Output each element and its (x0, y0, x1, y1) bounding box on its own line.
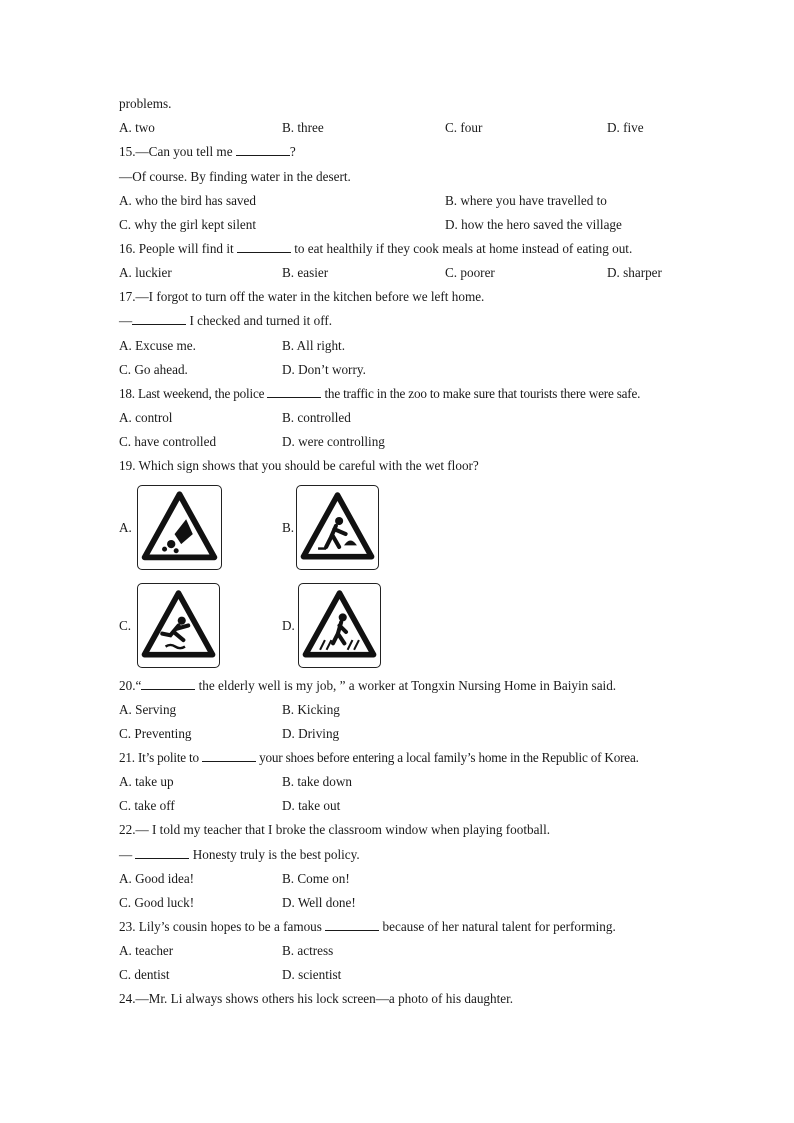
q17-reply (119, 312, 332, 330)
q24-stem: 24.—Mr. Li always shows others his lock screen—a photo of his daughter. (119, 991, 514, 1006)
q20-stem-post: the elderly well is my job, ” a worker at Tongxin Nursing Home in Baiyin said. (195, 678, 617, 693)
q16-option-c[interactable]: C. poorer (445, 265, 495, 280)
q17-reply-pre: — (119, 313, 133, 328)
q14-option-a[interactable]: A. two (119, 120, 155, 135)
q18-stem (119, 385, 640, 403)
q22-blank (135, 846, 189, 859)
q21-option-d[interactable]: D. take out (282, 798, 341, 813)
slippery-floor-sign-icon[interactable] (137, 583, 220, 668)
q21-option-a[interactable]: A. take up (119, 774, 174, 789)
q19-stem: 19. Which sign shows that you should be careful with the wet floor? (119, 458, 479, 473)
q21-blank (202, 749, 256, 762)
q14-option-b[interactable]: B. three (282, 120, 324, 135)
q20-option-a[interactable]: A. Serving (119, 702, 177, 717)
q16-stem (119, 240, 632, 258)
q18-stem-post: the traffic in the zoo to make sure that tourists there were safe. (321, 386, 641, 401)
q22-reply-pre: — (119, 847, 136, 862)
q20-stem-pre: 20.“ (119, 678, 142, 693)
q19-option-c[interactable]: C. (119, 618, 132, 633)
q17-option-c[interactable]: C. Go ahead. (119, 362, 188, 377)
q21-stem (119, 749, 639, 767)
q23-option-b[interactable]: B. actress (282, 943, 334, 958)
q15-stem-pre: 15.—Can you tell me (119, 144, 236, 159)
q20-option-d[interactable]: D. Driving (282, 726, 340, 741)
q15-option-a[interactable]: A. who the bird has saved (119, 193, 256, 208)
q14-option-c[interactable]: C. four (445, 120, 483, 135)
q16-option-b[interactable]: B. easier (282, 265, 329, 280)
q15-stem (119, 143, 296, 161)
q23-option-d[interactable]: D. scientist (282, 967, 342, 982)
q15-option-b[interactable]: B. where you have travelled to (445, 193, 607, 208)
q18-stem-pre: 18. Last weekend, the police (119, 386, 268, 401)
q23-option-c[interactable]: C. dentist (119, 967, 170, 982)
q22-option-a[interactable]: A. Good idea! (119, 871, 195, 886)
pedestrian-crossing-sign-icon[interactable] (298, 583, 381, 668)
q21-stem-post: your shoes before entering a local family’s home in the Republic of Korea. (256, 750, 639, 765)
continued-text: problems. (119, 96, 172, 111)
q17-stem: 17.—I forgot to turn off the water in the kitchen before we left home. (119, 289, 485, 304)
q21-option-c[interactable]: C. take off (119, 798, 175, 813)
q18-blank (267, 385, 321, 398)
q20-option-c[interactable]: C. Preventing (119, 726, 192, 741)
q23-stem-post: because of her natural talent for performing. (379, 919, 616, 934)
q20-blank (141, 677, 195, 690)
q22-reply-post: Honesty truly is the best policy. (189, 847, 360, 862)
falling-rocks-sign-icon[interactable] (137, 485, 222, 570)
q21-option-b[interactable]: B. take down (282, 774, 352, 789)
q16-option-a[interactable]: A. luckier (119, 265, 172, 280)
q16-option-d[interactable]: D. sharper (607, 265, 662, 280)
q20-stem (119, 677, 616, 695)
q18-option-c[interactable]: C. have controlled (119, 434, 217, 449)
q15-option-c[interactable]: C. why the girl kept silent (119, 217, 256, 232)
q19-option-a[interactable]: A. (119, 520, 132, 535)
q17-option-a[interactable]: A. Excuse me. (119, 338, 196, 353)
q19-option-b[interactable]: B. (282, 520, 295, 535)
q14-option-d[interactable]: D. five (607, 120, 644, 135)
q23-option-a[interactable]: A. teacher (119, 943, 174, 958)
q16-stem-post: to eat healthily if they cook meals at home instead of eating out. (290, 241, 633, 256)
q17-blank (132, 312, 186, 325)
q23-stem-pre: 23. Lily’s cousin hopes to be a famous (119, 919, 326, 934)
q17-option-d[interactable]: D. Don’t worry. (282, 362, 366, 377)
q22-reply (119, 846, 360, 864)
q23-stem (119, 918, 616, 936)
q23-blank (325, 918, 379, 931)
q16-stem-pre: 16. People will find it (119, 241, 237, 256)
q22-option-b[interactable]: B. Come on! (282, 871, 350, 886)
q18-option-d[interactable]: D. were controlling (282, 434, 385, 449)
q17-reply-post: I checked and turned it off. (186, 313, 333, 328)
q22-option-c[interactable]: C. Good luck! (119, 895, 195, 910)
q17-option-b[interactable]: B. All right. (282, 338, 346, 353)
q18-option-a[interactable]: A. control (119, 410, 173, 425)
q20-option-b[interactable]: B. Kicking (282, 702, 340, 717)
q21-stem-pre: 21. It’s polite to (119, 750, 203, 765)
q15-blank (236, 143, 290, 156)
q19-option-d[interactable]: D. (282, 618, 295, 633)
q16-blank (237, 240, 291, 253)
road-works-sign-icon[interactable] (296, 485, 379, 570)
q18-option-b[interactable]: B. controlled (282, 410, 351, 425)
q15-option-d[interactable]: D. how the hero saved the village (445, 217, 622, 232)
q15-stem-post: ? (289, 144, 296, 159)
q22-stem: 22.— I told my teacher that I broke the classroom window when playing football. (119, 822, 551, 837)
q15-reply: —Of course. By finding water in the desert. (119, 169, 351, 184)
q22-option-d[interactable]: D. Well done! (282, 895, 356, 910)
